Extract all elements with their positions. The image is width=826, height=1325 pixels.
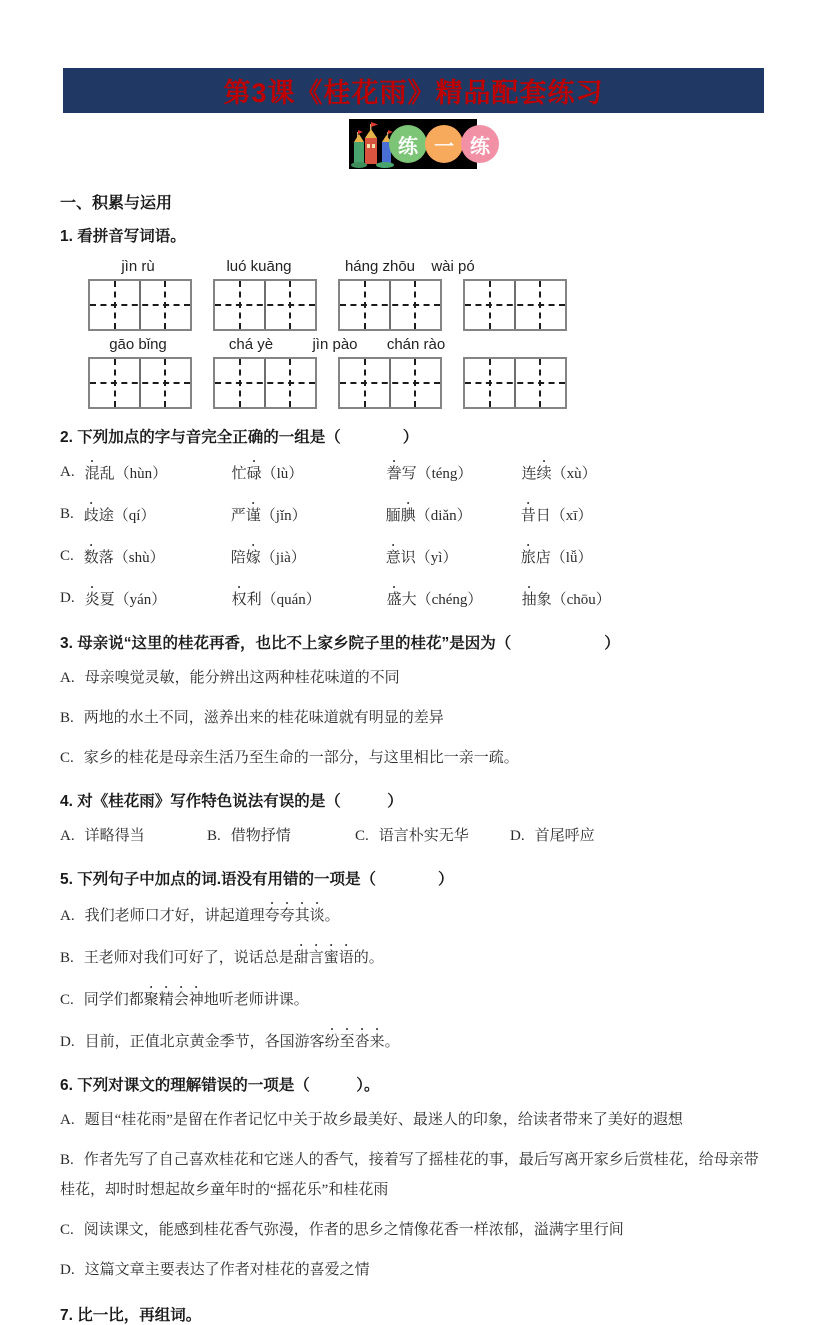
question-4-title: 4. 对《桂花雨》写作特色说法有误的是（ ） xyxy=(60,793,403,810)
option-word: 意识（yì） xyxy=(385,550,458,566)
option-label: A. xyxy=(60,908,75,924)
option-word: 权利（quán） xyxy=(231,592,321,608)
option-word: 连续（xù） xyxy=(521,466,597,482)
option-row xyxy=(60,983,766,1015)
practice-badge xyxy=(349,119,490,169)
option-word: 炎夏（yán） xyxy=(84,592,167,608)
option-row xyxy=(60,1215,766,1245)
pinyin-label: jìn pào xyxy=(312,336,358,353)
pinyin-label: luó kuāng xyxy=(226,258,292,275)
option-item: D. 首尾呼应 xyxy=(510,828,595,844)
pinyin-label: wài pó xyxy=(431,258,475,275)
option-label: D. xyxy=(60,1034,75,1050)
option-label: B. xyxy=(60,1152,74,1168)
option-text: 这篇文章主要表达了作者对桂花的喜爱之情 xyxy=(84,1262,370,1278)
worksheet-page xyxy=(0,68,826,1324)
option-label: B. xyxy=(60,950,74,966)
badge-circles xyxy=(391,125,499,163)
option-word: 忙碌（lù） xyxy=(231,466,304,482)
option-row xyxy=(60,1105,766,1135)
option-label: B. xyxy=(60,710,74,726)
option-label: B. xyxy=(60,506,74,522)
option-word: 数落（shù） xyxy=(83,550,165,566)
option-row xyxy=(60,541,766,573)
option-word: 陪嫁（jià） xyxy=(230,550,306,566)
option-word: 盛大（chéng） xyxy=(386,592,483,608)
option-row xyxy=(60,1255,766,1285)
question-3-title: 3. 母亲说“这里的桂花再香，也比不上家乡院子里的桂花”是因为（ ） xyxy=(60,635,620,652)
option-row-inline xyxy=(60,821,766,851)
option-label: A. xyxy=(60,670,75,686)
option-row xyxy=(60,499,766,531)
badge-char: 练 xyxy=(398,135,418,158)
option-word: 歧途（qí） xyxy=(83,508,156,524)
option-row xyxy=(60,663,766,693)
worksheet-content xyxy=(0,190,826,1325)
writing-grid-box xyxy=(213,279,317,331)
option-text: 同学们都聚精会神地听老师讲课。 xyxy=(83,992,309,1008)
option-row xyxy=(60,703,766,733)
option-text: 我们老师口才好，讲起道理夸夸其谈。 xyxy=(84,908,340,924)
option-row xyxy=(60,457,766,489)
practice-badge-wrap xyxy=(0,119,826,169)
question-1-title: 1. 看拼音写词语。 xyxy=(60,228,186,245)
option-word: 严谨（jǐn） xyxy=(230,508,307,524)
option-text: 家乡的桂花是母亲生活乃至生命的一部分，与这里相比一亲一疏。 xyxy=(83,750,519,766)
badge-circle xyxy=(389,125,427,163)
option-label: C. xyxy=(60,992,74,1008)
writing-grid-row-2 xyxy=(88,357,766,409)
option-item: A. 详略得当 xyxy=(60,828,145,844)
option-item: C. 语言朴实无华 xyxy=(355,828,469,844)
option-label: C. xyxy=(60,750,74,766)
writing-grid-box xyxy=(213,357,317,409)
option-row xyxy=(60,1145,766,1205)
pinyin-label: chán rào xyxy=(386,336,446,353)
option-text: 两地的水土不同，滋养出来的桂花味道就有明显的差异 xyxy=(83,710,444,726)
option-row xyxy=(60,941,766,973)
option-text: 阅读课文，能感到桂花香气弥漫，作者的思乡之情像花香一样浓郁，溢满字里行间 xyxy=(83,1222,624,1238)
pinyin-label: háng zhōu xyxy=(344,258,416,275)
section-heading: 一、积累与运用 xyxy=(60,195,173,212)
option-label: D. xyxy=(60,590,75,606)
question-2-title: 2. 下列加点的字与音完全正确的一组是（ ） xyxy=(60,429,419,446)
option-word: 誊写（téng） xyxy=(386,466,473,482)
option-label: C. xyxy=(60,1222,74,1238)
badge-circle xyxy=(461,125,499,163)
page-title: 第3课《桂花雨》精品配套练习 xyxy=(223,78,604,108)
title-banner xyxy=(63,68,764,113)
option-row xyxy=(60,583,766,615)
option-word: 混乱（hùn） xyxy=(84,466,168,482)
option-word: 抽象（chōu） xyxy=(521,592,611,608)
writing-grid-row-1 xyxy=(88,279,766,331)
option-label: A. xyxy=(60,1112,75,1128)
writing-grid-box xyxy=(338,357,442,409)
option-text: 作者先写了自己喜欢桂花和它迷人的香气，接着写了摇桂花的事，最后写离开家乡后赏桂花，给母亲带桂花，却时时想起故乡童年时的“摇花乐”和桂花雨 xyxy=(60,1152,759,1198)
option-text: 王老师对我们可好了，说话总是甜言蜜语的。 xyxy=(83,950,384,966)
pinyin-label: chá yè xyxy=(228,336,274,353)
option-label: C. xyxy=(60,548,74,564)
question-7-title: 7. 比一比，再组词。 xyxy=(60,1307,202,1324)
option-text: 题目“桂花雨”是留在作者记忆中关于故乡最美好、最迷人的印象，给读者带来了美好的遐想 xyxy=(84,1112,683,1128)
writing-grid-box xyxy=(88,357,192,409)
option-text: 目前，正值北京黄金季节，各国游客纷至沓来。 xyxy=(84,1034,400,1050)
option-label: A. xyxy=(60,464,75,480)
pinyin-label: jìn rù xyxy=(121,258,155,275)
writing-grid-box xyxy=(463,357,567,409)
badge-char: 一 xyxy=(434,135,454,158)
writing-grid-box xyxy=(338,279,442,331)
badge-char: 练 xyxy=(470,135,490,158)
option-text: 母亲嗅觉灵敏，能分辨出这两种桂花味道的不同 xyxy=(84,670,400,686)
option-row xyxy=(60,743,766,773)
question-6-title: 6. 下列对课文的理解错误的一项是（ ）。 xyxy=(60,1077,380,1094)
writing-grid-box xyxy=(463,279,567,331)
option-item: B. 借物抒情 xyxy=(207,828,291,844)
badge-circle xyxy=(425,125,463,163)
option-word: 昔日（xī） xyxy=(520,508,593,524)
pinyin-label: gāo bǐng xyxy=(109,336,167,353)
option-row xyxy=(60,899,766,931)
option-label: D. xyxy=(60,1262,75,1278)
pinyin-row-1 xyxy=(88,258,766,275)
option-word: 旅店（lǚ） xyxy=(520,550,593,566)
question-5-title: 5. 下列句子中加点的词.语没有用错的一项是（ ） xyxy=(60,871,454,888)
option-row xyxy=(60,1025,766,1057)
option-word: 腼腆（diǎn） xyxy=(385,508,472,524)
pinyin-row-2 xyxy=(88,336,766,353)
writing-grid-box xyxy=(88,279,192,331)
